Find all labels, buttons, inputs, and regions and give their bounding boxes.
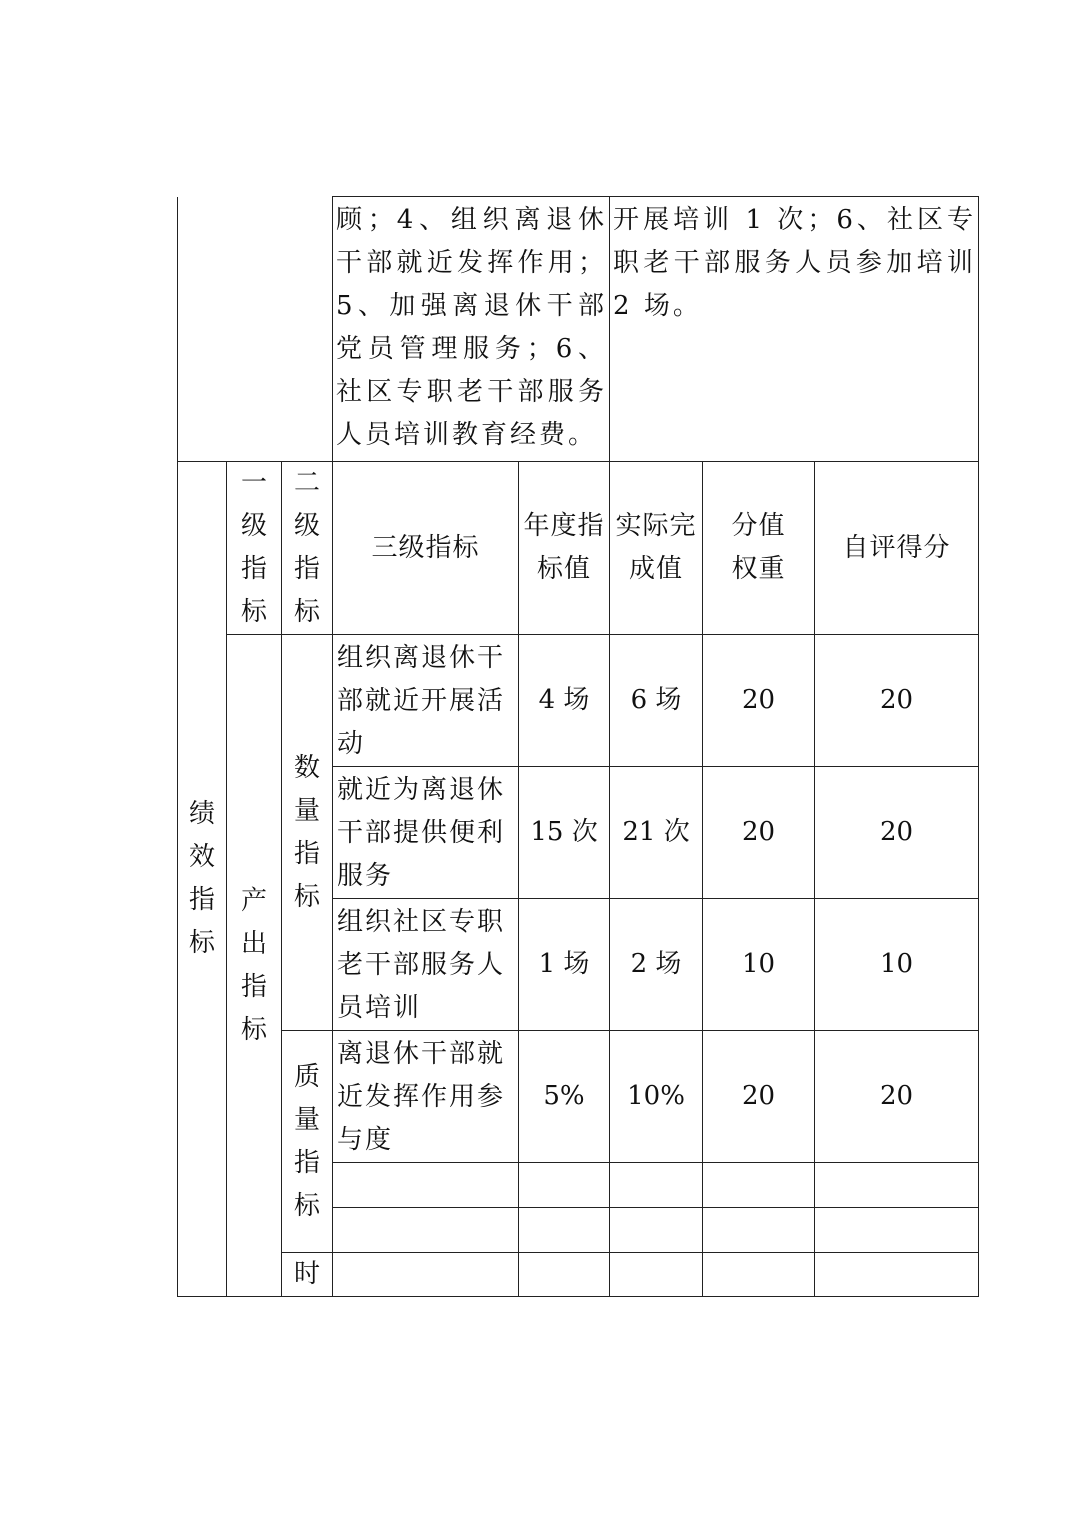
header-row <box>178 462 979 635</box>
score-cell: 20 <box>815 635 979 767</box>
header-actual <box>610 462 703 635</box>
level2-quantity-cell <box>282 635 333 1031</box>
header-level2-label-char: 指 <box>294 554 321 584</box>
level2-quantity-label-char: 指 <box>294 838 321 869</box>
score-cell: 20 <box>815 1031 979 1163</box>
continuation-row <box>178 197 979 462</box>
level1-output-label-char: 出 <box>240 928 267 959</box>
continuation-content: 顾；4、组织离退休干部就近发挥作用；5、加强离退休干部党员管理服务；6、社区专职老干部服务人员培训教育经费。 <box>333 197 610 462</box>
level2-quantity-label-char: 标 <box>294 881 321 912</box>
level2-quality-label-char: 量 <box>294 1104 321 1135</box>
header-level1-label <box>227 462 281 634</box>
weight-cell: 20 <box>703 767 815 899</box>
header-level2 <box>282 462 333 635</box>
level1-output-label-char: 产 <box>240 885 267 916</box>
indicator-cell: 组织离退休干部就近开展活动 <box>333 635 519 767</box>
level2-quality-label <box>282 1056 332 1228</box>
header-level1-label-char: 指 <box>240 554 267 584</box>
table-row <box>178 1031 979 1163</box>
header-actual-label-line: 实际完 <box>615 511 697 541</box>
performance-table <box>177 196 979 1297</box>
header-weight-label-line: 权重 <box>731 554 786 584</box>
time-row <box>178 1253 979 1297</box>
header-level1-label-char: 标 <box>240 597 267 627</box>
target-cell: 15 次 <box>519 767 610 899</box>
target-cell: 1 场 <box>519 899 610 1031</box>
section-label-char: 效 <box>188 842 215 872</box>
continuation-result: 开展培训 1 次；6、社区专职老干部服务人员参加培训 2 场。 <box>610 197 979 462</box>
level1-output-label-char: 标 <box>240 1014 267 1045</box>
header-annual-target-label-line: 年度指 <box>523 511 605 541</box>
section-label-char: 标 <box>188 928 215 958</box>
section-label-char: 绩 <box>188 799 215 829</box>
header-level1 <box>227 462 282 635</box>
header-level2-label <box>282 462 332 634</box>
header-self-score: 自评得分 <box>815 462 979 635</box>
weight-cell: 20 <box>703 635 815 767</box>
actual-cell: 2 场 <box>610 899 703 1031</box>
header-level2-label-char: 级 <box>294 511 321 541</box>
level2-quantity-label <box>282 747 332 919</box>
indicator-cell: 组织社区专职老干部服务人员培训 <box>333 899 519 1031</box>
level2-quality-label-char: 标 <box>294 1190 321 1221</box>
actual-cell: 21 次 <box>610 767 703 899</box>
level2-quality-label-char: 指 <box>294 1147 321 1178</box>
target-cell: 4 场 <box>519 635 610 767</box>
header-level3: 三级指标 <box>333 462 519 635</box>
level2-quality-label-char: 质 <box>294 1061 321 1092</box>
header-annual-target <box>519 462 610 635</box>
indicator-cell: 就近为离退休干部提供便利服务 <box>333 767 519 899</box>
header-annual-target-label-line: 标值 <box>537 554 592 584</box>
actual-cell: 6 场 <box>610 635 703 767</box>
header-level1-label-char: 一 <box>240 468 267 498</box>
header-weight-label-line: 分值 <box>731 511 786 541</box>
header-actual-label <box>610 505 702 591</box>
level1-output-cell <box>227 635 282 1297</box>
table-row <box>178 635 979 767</box>
weight-cell: 20 <box>703 1031 815 1163</box>
level2-time-cell: 时 <box>282 1253 333 1297</box>
weight-cell: 10 <box>703 899 815 1031</box>
level1-output-label <box>227 880 281 1052</box>
section-label-cell <box>178 462 227 1297</box>
target-cell: 5% <box>519 1031 610 1163</box>
header-weight-label <box>703 505 814 591</box>
header-annual-target-label <box>519 505 609 591</box>
header-level2-label-char: 二 <box>294 468 321 498</box>
section-label-char: 指 <box>188 885 215 915</box>
continuation-blank <box>178 197 333 462</box>
level2-quantity-label-char: 量 <box>294 795 321 826</box>
level2-quantity-label-char: 数 <box>294 752 321 783</box>
indicator-cell: 离退休干部就近发挥作用参与度 <box>333 1031 519 1163</box>
level1-output-label-char: 指 <box>240 971 267 1002</box>
score-cell: 20 <box>815 767 979 899</box>
section-label <box>178 793 226 965</box>
header-actual-label-line: 成值 <box>629 554 684 584</box>
score-cell: 10 <box>815 899 979 1031</box>
header-weight <box>703 462 815 635</box>
actual-cell: 10% <box>610 1031 703 1163</box>
header-level2-label-char: 标 <box>294 597 321 627</box>
header-level1-label-char: 级 <box>240 511 267 541</box>
level2-quality-cell <box>282 1031 333 1253</box>
